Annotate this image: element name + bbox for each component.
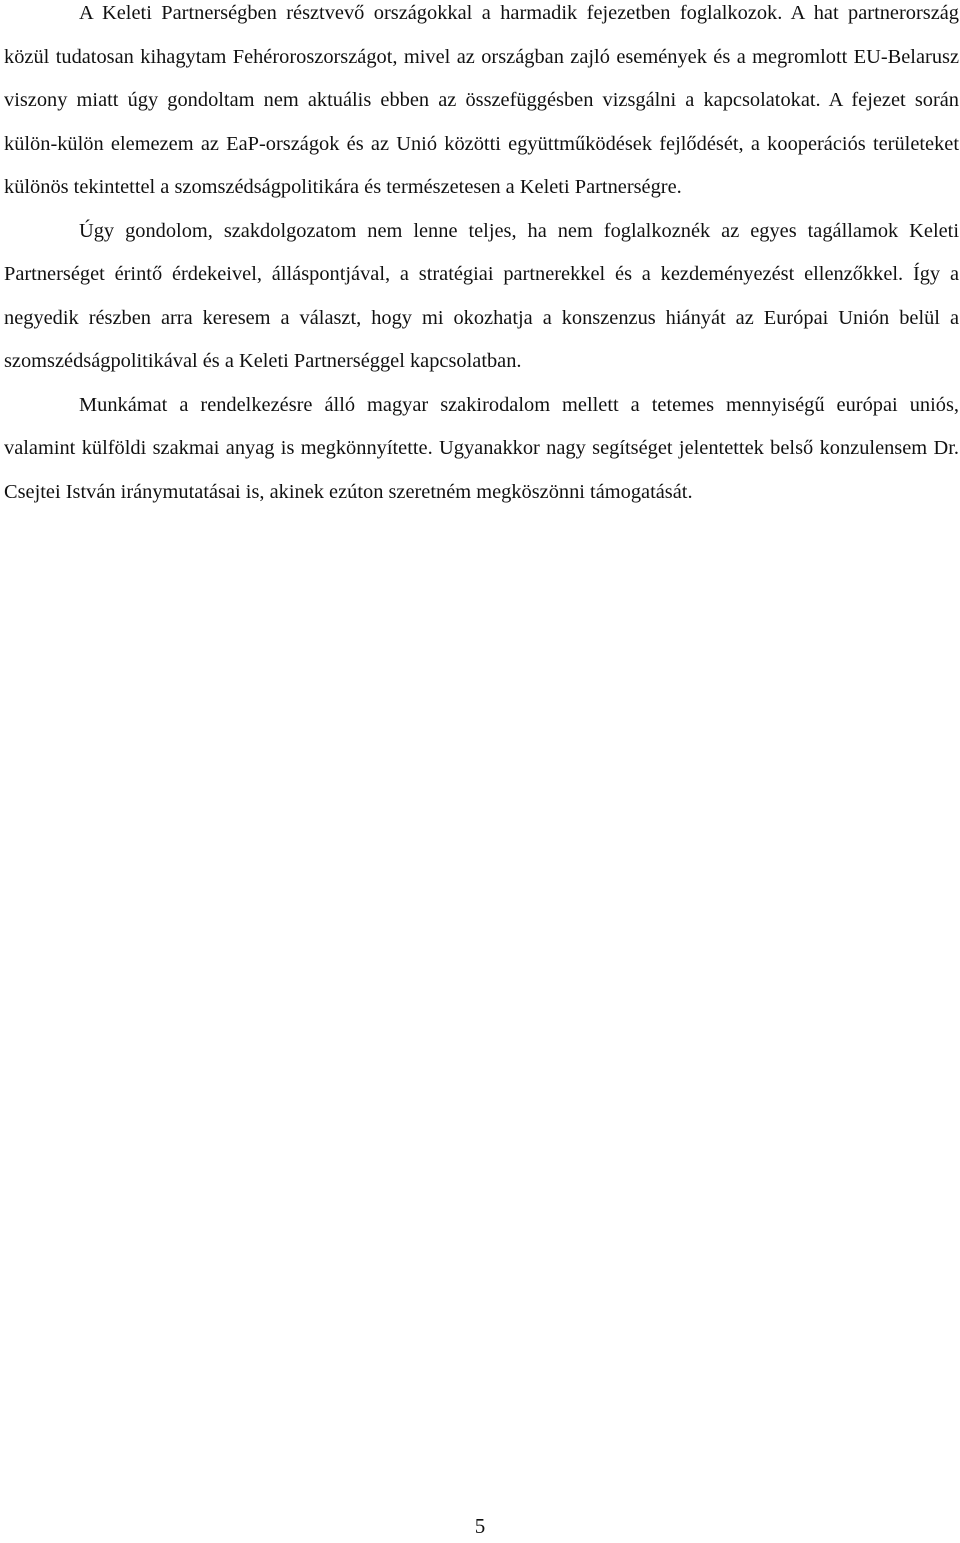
page-number: 5: [474, 1514, 486, 1538]
paragraph-acknowledgements: Munkámat a rendelkezésre álló magyar szakirodalom mellett a tetemes mennyiségű európai uniós, valamint külföldi szakmai anyag is megkönnyítette. Ugyanakkor nagy segítséget jelentettek belső konzulensem Dr. Csejtei István iránymutatásai is, akinek ezúton szeretném megköszönni támogatását.: [4, 393, 959, 503]
document-page: [4, 0, 959, 514]
paragraph-chapter-four: Úgy gondolom, szakdolgozatom nem lenne teljes, ha nem foglalkoznék az egyes tagállamok Keleti Partnerséget érintő érdekeivel, álláspontjával, a stratégiai partnerekkel és a kezdeményezést ellenzőkkel. Így a negyedik részben arra keresem a választ, hogy mi okozhatja a konszenzus hiányát az Európai Unión belül a szomszédságpolitikával és a Keleti Partnerséggel kapcsolatban.: [4, 219, 959, 372]
paragraph-chapter-three: A Keleti Partnerségben résztvevő országokkal a harmadik fejezetben foglalkozok. A hat partnerország közül tudatosan kihagytam Fehéroroszországot, mivel az országban zajló események és a megromlott EU-Belarusz viszony miatt úgy gondoltam nem aktuális ebben az összefüggésben vizsgálni a kapcsolatokat. A fejezet során külön-külön elemezem az EaP-országok és az Unió közötti együttműködések fejlődését, a kooperációs területeket különös tekintettel a szomszédságpolitikára és természetesen a Keleti Partnerségre.: [4, 2, 959, 198]
